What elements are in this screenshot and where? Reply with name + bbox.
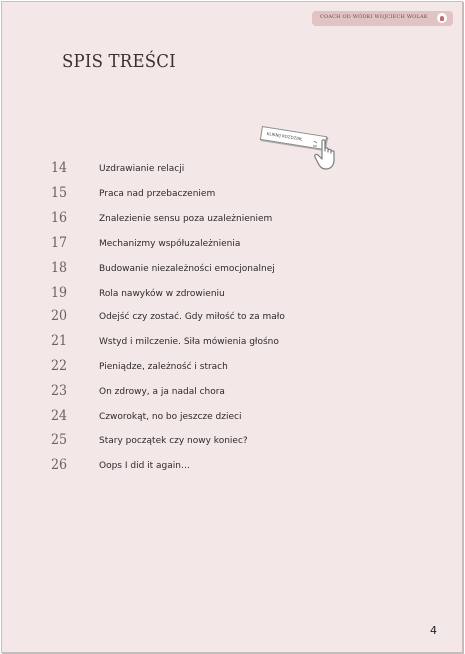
chapter-title-link[interactable]: On zdrowy, a ja nadal chora — [99, 387, 225, 397]
toc-entry[interactable] — [2, 383, 462, 405]
toc-entry[interactable] — [2, 285, 462, 307]
chapter-number: 23 — [51, 383, 68, 399]
toc-entry[interactable] — [2, 408, 462, 430]
chapter-title-link[interactable]: Odejść czy zostać. Gdy miłość to za mało — [99, 312, 285, 322]
table-of-contents — [2, 2, 462, 652]
toc-entry[interactable] — [2, 358, 462, 380]
chapter-number: 17 — [51, 235, 68, 251]
chapter-number: 25 — [51, 432, 68, 448]
page-title: SPIS TREŚCI — [62, 51, 176, 72]
chapter-number: 15 — [51, 185, 68, 201]
toc-entry[interactable] — [2, 457, 462, 479]
toc-entry[interactable] — [2, 235, 462, 257]
chapter-number: 14 — [51, 160, 68, 176]
document-page — [1, 1, 463, 653]
toc-entry[interactable] — [2, 432, 462, 454]
header-badge-text: COACH OD WÓDKI WOJCIECH WOLAK — [320, 14, 428, 20]
toc-entry[interactable] — [2, 308, 462, 330]
chapter-number: 22 — [51, 358, 68, 374]
chapter-title-link[interactable]: Wstyd i milczenie. Siła mówienia głośno — [99, 337, 279, 347]
chapter-title-link[interactable]: Oops I did it again… — [99, 461, 190, 471]
chapter-title-link[interactable]: Budowanie niezależności emocjonalnej — [99, 264, 275, 274]
toc-entry[interactable] — [2, 160, 462, 182]
page-number: 4 — [430, 624, 437, 637]
chapter-number: 21 — [51, 333, 68, 349]
toc-entry[interactable] — [2, 260, 462, 282]
chapter-title-link[interactable]: Znalezienie sensu poza uzależnieniem — [99, 214, 273, 224]
toc-entry[interactable] — [2, 185, 462, 207]
click-chapter-hint-label: KLIKNIJ ROZDZIAŁ — [266, 130, 303, 142]
chapter-title-link[interactable]: Rola nawyków w zdrowieniu — [99, 289, 225, 299]
toc-entry[interactable] — [2, 333, 462, 355]
chapter-title-link[interactable]: Czworokąt, no bo jeszcze dzieci — [99, 412, 242, 422]
chapter-title-link[interactable]: Pieniądze, zależność i strach — [99, 362, 228, 372]
chapter-title-link[interactable]: Uzdrawianie relacji — [99, 164, 185, 174]
chapter-title-link[interactable]: Praca nad przebaczeniem — [99, 189, 216, 199]
chapter-number: 24 — [51, 408, 68, 424]
toc-entry[interactable] — [2, 210, 462, 232]
chapter-number: 20 — [51, 308, 68, 324]
chapter-number: 26 — [51, 457, 68, 473]
chapter-title-link[interactable]: Mechanizmy współuzależnienia — [99, 239, 241, 249]
chapter-number: 16 — [51, 210, 68, 226]
chapter-number: 18 — [51, 260, 68, 276]
chapter-number: 19 — [51, 285, 68, 301]
chapter-title-link[interactable]: Stary początek czy nowy koniec? — [99, 436, 248, 446]
